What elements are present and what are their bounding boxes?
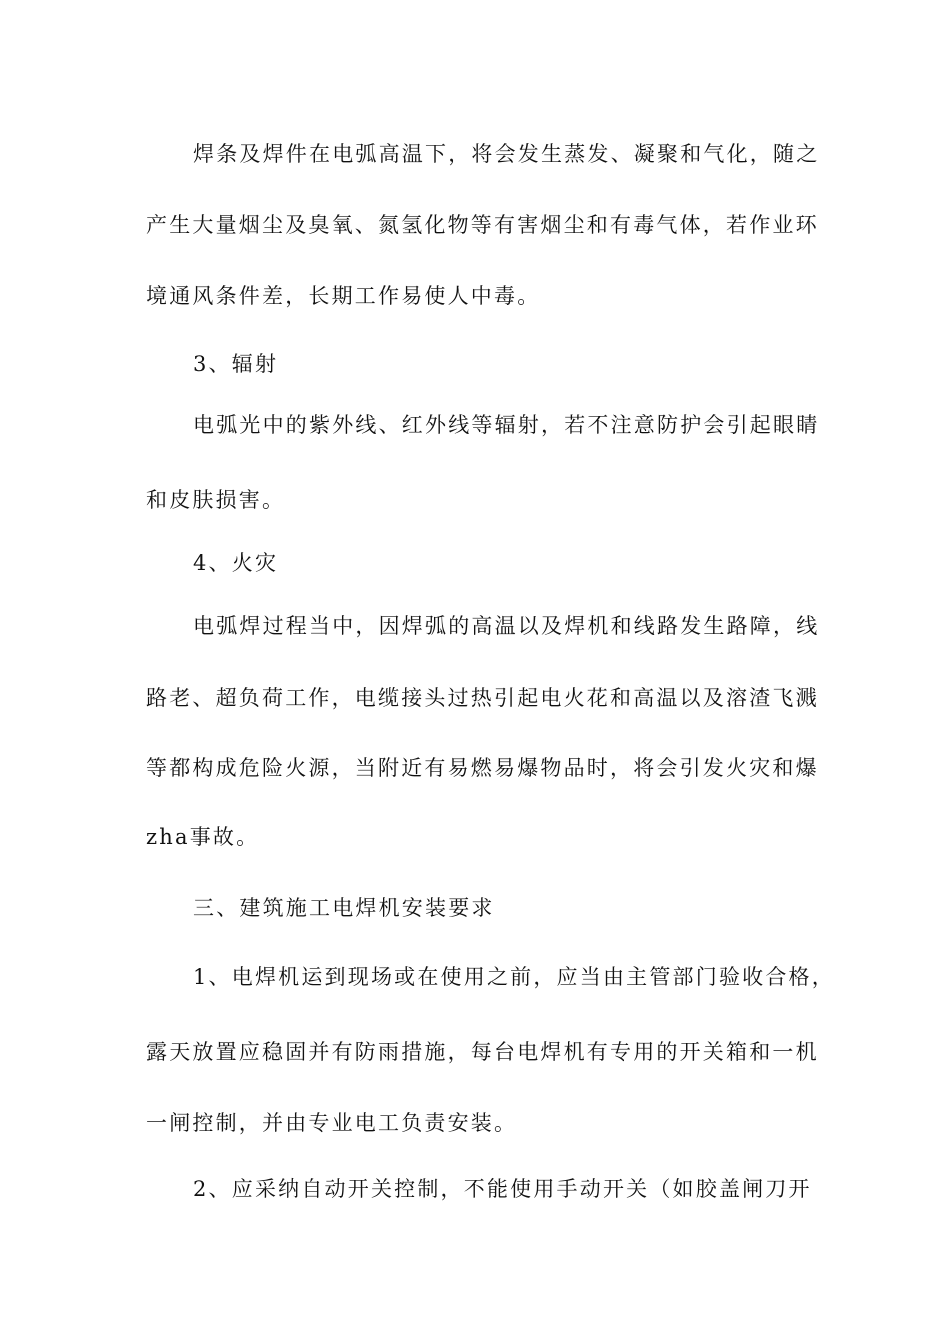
paragraph-line: 露天放置应稳固并有防雨措施，每台电焊机有专用的开关箱和一机 bbox=[146, 1040, 819, 1064]
paragraph-line: 电弧光中的紫外线、红外线等辐射，若不注意防护会引起眼睛 bbox=[193, 413, 820, 437]
paragraph-line: 和皮肤损害。 bbox=[146, 488, 286, 512]
section-heading: 三、建筑施工电焊机安装要求 bbox=[193, 896, 495, 920]
paragraph-line: 2、应采纳自动开关控制，不能使用手动开关（如胶盖闸刀开 bbox=[193, 1177, 812, 1201]
paragraph-line: 1、电焊机运到现场或在使用之前，应当由主管部门验收合格， bbox=[193, 965, 835, 989]
paragraph-line: 等都构成危险火源，当附近有易燃易爆物品时，将会引发火灾和爆 bbox=[146, 756, 819, 780]
paragraph-line: 路老、超负荷工作，电缆接头过热引起电火花和高温以及溶渣飞溅 bbox=[146, 686, 819, 710]
paragraph-line: 焊条及焊件在电弧高温下，将会发生蒸发、凝聚和气化，随之 bbox=[193, 142, 820, 166]
paragraph-line: 境通风条件差，长期工作易使人中毒。 bbox=[146, 284, 541, 308]
paragraph-line: 产生大量烟尘及臭氧、氮氢化物等有害烟尘和有毒气体，若作业环 bbox=[146, 213, 819, 237]
paragraph-line: 一闸控制，并由专业电工负责安装。 bbox=[146, 1111, 518, 1135]
section-heading: 3、辐射 bbox=[193, 352, 279, 376]
section-heading: 4、火灾 bbox=[193, 551, 279, 575]
paragraph-line: 电弧焊过程当中，因焊弧的高温以及焊机和线路发生路障，线 bbox=[193, 614, 820, 638]
paragraph-line: zha事故。 bbox=[146, 825, 260, 849]
